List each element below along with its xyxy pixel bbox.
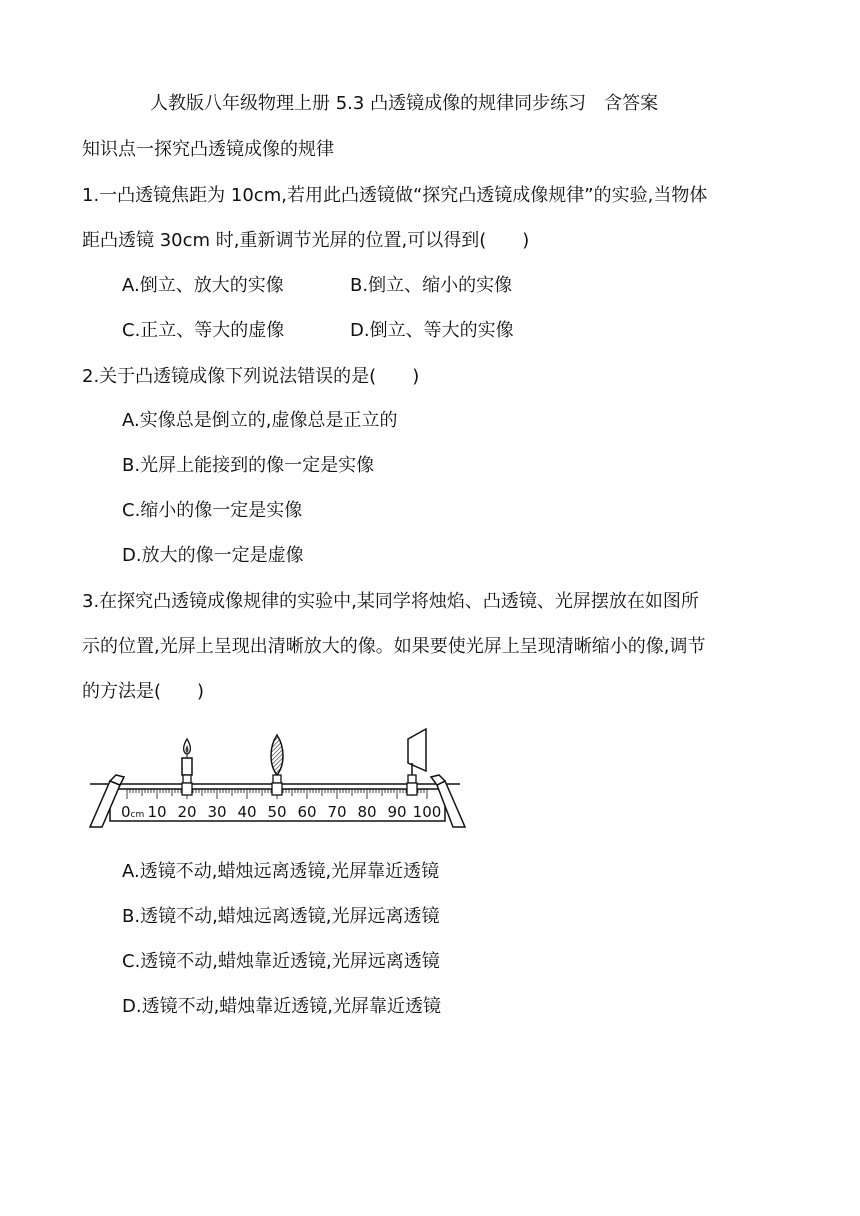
light-screen	[407, 729, 426, 795]
candle	[182, 739, 192, 795]
ruler-label: 30	[207, 803, 227, 821]
ruler-label: 60	[297, 803, 317, 821]
question-2-option-c: C.缩小的像一定是实像	[122, 500, 303, 521]
question-1-option-d: D.倒立、等大的实像	[350, 320, 514, 341]
question-1-option-c: C.正立、等大的虚像	[122, 320, 285, 341]
convex-lens	[271, 735, 283, 795]
question-3-option-d: D.透镜不动,蜡烛靠近透镜,光屏靠近透镜	[122, 996, 442, 1017]
document-title: 人教版八年级物理上册 5.3 凸透镜成像的规律同步练习 含答案	[150, 93, 659, 114]
ruler-label: 70	[327, 803, 347, 821]
question-3-stem-line-1: 3.在探究凸透镜成像规律的实验中,某同学将烛焰、凸透镜、光屏摆放在如图所	[82, 591, 699, 612]
question-1-stem-line-1: 1.一凸透镜焦距为 10cm,若用此凸透镜做“探究凸透镜成像规律”的实验,当物体	[82, 185, 708, 206]
optical-bench-figure	[82, 725, 472, 840]
section-heading: 知识点一探究凸透镜成像的规律	[82, 139, 334, 160]
ruler-label: 80	[357, 803, 377, 821]
question-2-stem-line-1: 2.关于凸透镜成像下列说法错误的是( )	[82, 366, 420, 387]
question-3-option-b: B.透镜不动,蜡烛远离透镜,光屏远离透镜	[122, 906, 440, 927]
question-1-option-b: B.倒立、缩小的实像	[350, 275, 513, 296]
question-2-option-a: A.实像总是倒立的,虚像总是正立的	[122, 410, 398, 431]
ruler-label: 0cm	[121, 803, 145, 821]
ruler-label: 20	[177, 803, 197, 821]
question-3-stem-line-2: 示的位置,光屏上呈现出清晰放大的像。如果要使光屏上呈现清晰缩小的像,调节	[82, 636, 706, 657]
question-2-option-b: B.光屏上能接到的像一定是实像	[122, 455, 375, 476]
question-3-option-a: A.透镜不动,蜡烛远离透镜,光屏靠近透镜	[122, 861, 440, 882]
question-2-option-d: D.放大的像一定是虚像	[122, 545, 304, 566]
question-3-option-c: C.透镜不动,蜡烛靠近透镜,光屏远离透镜	[122, 951, 440, 972]
question-1-option-a: A.倒立、放大的实像	[122, 275, 284, 296]
ruler-label: 90	[387, 803, 407, 821]
ruler-label: 100	[412, 803, 442, 821]
ruler-label: 40	[237, 803, 257, 821]
question-1-stem-line-2: 距凸透镜 30cm 时,重新调节光屏的位置,可以得到( )	[82, 230, 530, 251]
ruler-label: 50	[267, 803, 287, 821]
ruler-label: 10	[147, 803, 167, 821]
question-3-stem-line-3: 的方法是( )	[82, 681, 205, 702]
